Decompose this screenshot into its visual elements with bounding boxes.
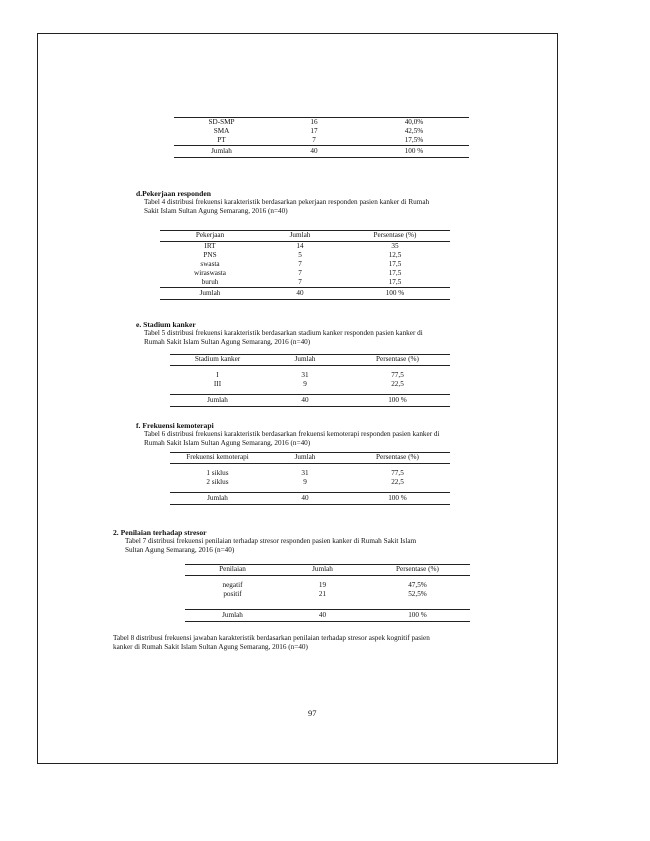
table-total-row [170,395,450,407]
cell-count: 7 [298,268,302,277]
cell-label: 2 siklus [206,477,229,486]
section-heading: d.Pekerjaan responden [136,189,211,198]
table-row [160,260,450,269]
table-row [170,380,450,389]
education-table [174,117,469,158]
cell-percent: 100 % [345,493,450,505]
table-row [185,590,470,599]
cell-percent: 17,5% [404,135,424,144]
cell-count: 19 [318,580,327,589]
cell-label: 1 siklus [206,468,229,477]
cell-count: 40 [269,146,359,158]
cell-percent: 100 % [359,146,469,158]
cell-count: 7 [298,259,302,268]
caption-line: Sakit Islam Sultan Agung Semarang, 2016 (n=40) [144,207,288,215]
cell-label: negatif [222,580,243,589]
table-header-row [170,355,450,366]
table-row [160,278,450,288]
table-caption [144,198,529,216]
cell-count: 9 [303,477,307,486]
table-total-row [170,493,450,505]
cell-count: 5 [298,250,302,259]
table-header-row [185,565,470,576]
table-row [160,242,450,252]
cell-percent: 100 % [365,610,470,622]
table-row [170,478,450,487]
stage-table [170,354,450,407]
cell-percent: 77,5 [391,468,404,477]
caption-line: Rumah Sakit Islam Sultan Agung Semarang, 2016 (n=40) [144,439,311,447]
cell-label: PNS [203,250,217,259]
table-caption [144,430,539,448]
cell-percent: 52,5% [408,589,427,598]
table-row [170,469,450,478]
cell-label: Jumlah [160,288,260,300]
page-number: 97 [308,708,317,718]
column-header: Pekerjaan [160,231,260,242]
table-row [170,371,450,380]
column-header: Frekuensi kemoterapi [170,453,265,464]
cell-count: 17 [310,126,318,135]
cell-percent: 12,5 [388,250,402,259]
column-header: Penilaian [185,565,280,576]
cell-label: wiraswasta [194,268,226,277]
cell-percent: 17,5 [388,259,402,268]
table-caption [113,634,543,652]
table-header-row [160,231,450,242]
cell-label: PT [217,135,226,144]
column-header: Persentase (%) [345,453,450,464]
cell-label: Jumlah [174,146,269,158]
table-row [174,127,469,136]
table-total-row [185,610,470,622]
document-page [37,33,558,764]
cell-count: 40 [265,395,345,407]
cell-percent: 22,5 [391,477,404,486]
cell-count: 40 [280,610,365,622]
cell-label: Jumlah [170,395,265,407]
table-total-row [160,288,450,300]
caption-line: Sultan Agung Semarang, 2016 (n=40) [125,546,235,554]
table-row [185,581,470,590]
cell-percent: 40,0% [404,117,424,126]
cell-label: buruh [201,277,219,286]
table-caption [144,329,539,347]
table-row [160,251,450,260]
cell-count: 31 [301,468,309,477]
cell-count: 21 [318,589,327,598]
cell-label: III [213,379,222,388]
section-heading: e. Stadium kanker [136,320,196,329]
column-header: Jumlah [265,355,345,366]
caption-line: Tabel 7 distribusi frekuensi penilaian terhadap stresor responden pasien kanker di Rumah Sakit Islam [125,537,417,545]
table-row [174,118,469,128]
occupation-table [160,230,450,300]
caption-line: kanker di Rumah Sakit Islam Sultan Agung Semarang, 2016 (n=40) [113,643,308,651]
cell-percent: 47,5% [408,580,427,589]
cell-label: IRT [204,241,216,250]
section-heading: f. Frekuensi kemoterapi [136,421,214,430]
cell-label: swasta [200,259,220,268]
cell-count: 7 [312,135,316,144]
cell-label: SMA [213,126,230,135]
column-header: Persentase (%) [365,565,470,576]
cell-percent: 77,5 [391,370,404,379]
cell-count: 16 [310,117,318,126]
cell-percent: 42,5% [404,126,424,135]
caption-line: Tabel 8 distribusi frekuensi jawaban karakteristik berdasarkan penilaian terhadap stresor aspek kognitif pasien [113,634,430,642]
cell-count: 40 [260,288,340,300]
cell-count: 14 [296,241,304,250]
cell-percent: 17,5 [388,268,402,277]
cell-count: 31 [301,370,309,379]
column-header: Jumlah [280,565,365,576]
table-total-row [174,146,469,158]
table-row [174,136,469,146]
cell-label: Jumlah [185,610,280,622]
caption-line: Rumah Sakit Islam Sultan Agung Semarang, 2016 (n=40) [144,338,311,346]
cell-percent: 17,5 [388,277,402,286]
table-header-row [170,453,450,464]
cell-count: 9 [303,379,307,388]
chemotherapy-table [170,452,450,505]
caption-line: Tabel 5 distribusi frekuensi karakteristik berdasarkan stadium kanker responden pasien kanker di [144,329,423,337]
column-header: Persentase (%) [345,355,450,366]
cell-label: SD-SMP [208,117,235,126]
table-caption [125,537,540,555]
cell-percent: 22,5 [391,379,404,388]
section-heading: 2. Penilaian terhadap stresor [113,528,207,537]
cell-percent: 100 % [345,395,450,407]
cell-label: positif [223,589,242,598]
column-header: Jumlah [265,453,345,464]
table-row [160,269,450,278]
cell-label: I [216,370,219,379]
cell-label: Jumlah [170,493,265,505]
cell-count: 7 [298,277,302,286]
caption-line: Tabel 6 distribusi frekuensi karakteristik berdasarkan frekuensi kemoterapi responden pasien kanker di [144,430,440,438]
appraisal-table [185,564,470,622]
column-header: Jumlah [260,231,340,242]
cell-count: 40 [265,493,345,505]
cell-percent: 35 [391,241,399,250]
column-header: Persentase (%) [340,231,450,242]
column-header: Stadium kanker [170,355,265,366]
cell-percent: 100 % [340,288,450,300]
caption-line: Tabel 4 distribusi frekuensi karakteristik berdasarkan pekerjaan responden pasien kanker di Rumah [144,198,430,206]
